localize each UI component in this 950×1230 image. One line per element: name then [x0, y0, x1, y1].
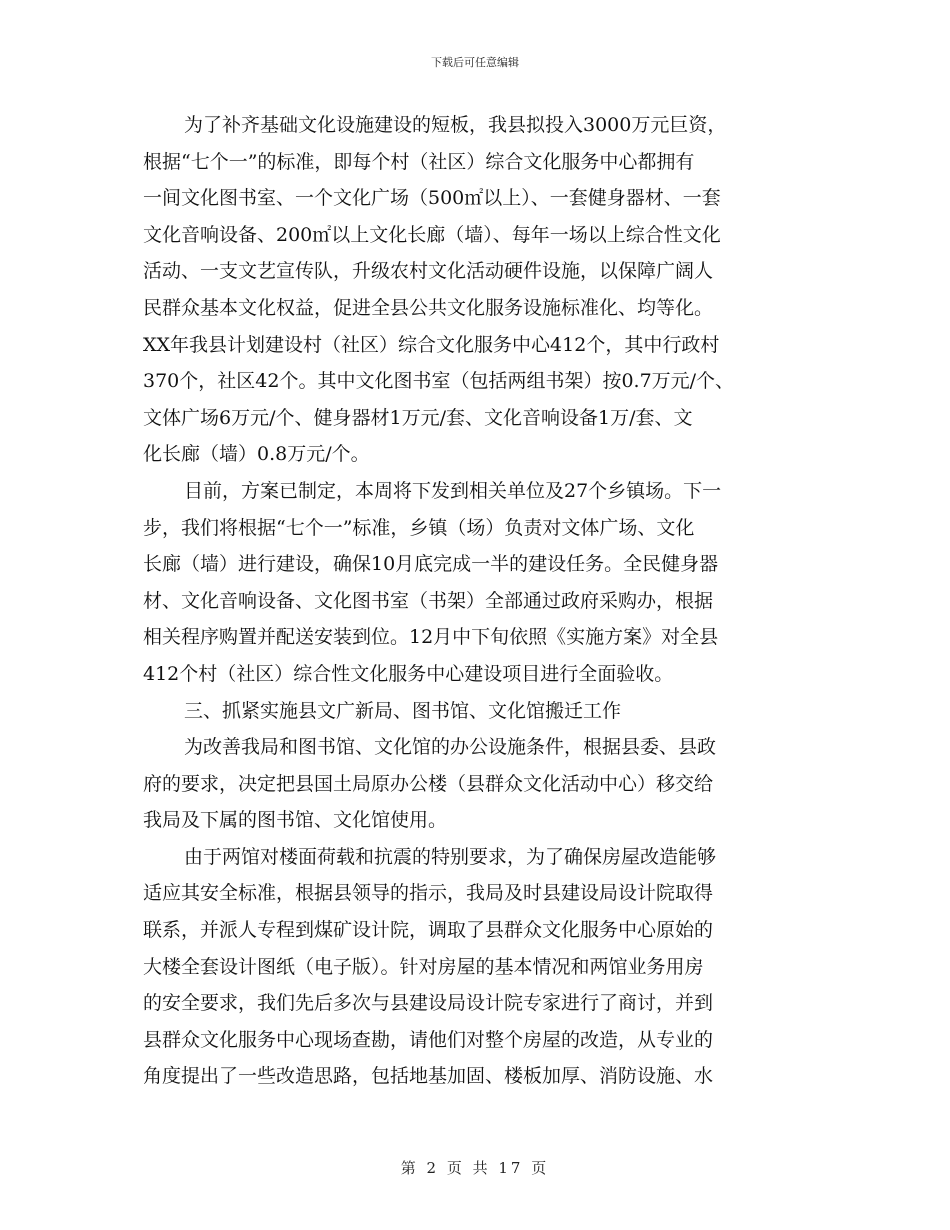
text-line: 我局及下属的图书馆、文化馆使用。	[143, 809, 448, 832]
document-body	[143, 107, 811, 1095]
text-line: 为了补齐基础文化设施建设的短板，我县拟投入3000万元巨资，	[184, 114, 727, 136]
text-line: 步，我们将根据“七个一”标准，乡镇（场）负责对文体广场、文化	[143, 516, 695, 539]
text-line: 材、文化音响设备、文化图书室（书架）全部通过政府采购办，根据	[143, 589, 714, 612]
text-line: 412个村（社区）综合性文化服务中心建设项目进行全面验收。	[143, 662, 674, 685]
text-line: 活动、一支文艺宣传队，升级农村文化活动硬件设施，以保障广阔人	[143, 260, 714, 283]
text-line: 府的要求，决定把县国土局原办公楼（县群众文化活动中心）移交给	[143, 772, 714, 795]
text-line: 联系，并派人专程到煤矿设计院，调取了县群众文化服务中心原始的	[143, 919, 714, 942]
text-line: 370个，社区42个。其中文化图书室（包括两组书架）按0.7万元/个、	[143, 370, 735, 393]
page-header: 下载后可任意编辑	[431, 56, 519, 69]
text-line: 文体广场6万元/个、健身器材1万元/套、文化音响设备1万/套、文	[143, 406, 693, 429]
text-line: 角度提出了一些改造思路，包括地基加固、楼板加厚、消防设施、水	[143, 1065, 714, 1088]
text-line: 民群众基本文化权益，促进全县公共文化服务设施标准化、均等化。	[143, 296, 714, 319]
text-line: 相关程序购置并配送安装到位。12月中下旬依照《实施方案》对全县	[143, 626, 719, 649]
text-line: 目前，方案已制定，本周将下发到相关单位及27个乡镇场。下一	[184, 479, 722, 502]
text-line: 长廊（墙）进行建设，确保10月底完成一半的建设任务。全民健身器	[143, 553, 719, 576]
text-line: 化长廊（墙）0.8万元/个。	[143, 443, 370, 466]
text-line: 适应其安全标准，根据县领导的指示，我局及时县建设局设计院取得	[143, 882, 714, 905]
page-footer: 第 2 页 共 17 页	[400, 1159, 550, 1177]
text-line: 由于两馆对楼面荷载和抗震的特别要求，为了确保房屋改造能够	[184, 845, 717, 868]
text-line: 为改善我局和图书馆、文化馆的办公设施条件，根据县委、县政	[184, 736, 717, 759]
text-line: 文化音响设备、200㎡以上文化长廊（墙）、每年一场以上综合性文化	[143, 223, 721, 246]
text-line: 县群众文化服务中心现场查勘，请他们对整个房屋的改造，从专业的	[143, 1028, 714, 1051]
text-line: 的安全要求，我们先后多次与县建设局设计院专家进行了商讨，并到	[143, 992, 714, 1015]
section-heading: 三、抓紧实施县文广新局、图书馆、文化馆搬迁工作	[184, 699, 622, 722]
text-line: 根据“七个一”的标准，即每个村（社区）综合文化服务中心都拥有	[143, 150, 695, 173]
text-line: 大楼全套设计图纸（电子版）。针对房屋的基本情况和两馆业务用房	[143, 955, 704, 978]
text-line: 一间文化图书室、一个文化广场（500㎡以上）、一套健身器材、一套	[143, 187, 721, 210]
text-line: XX年我县计划建设村（社区）综合文化服务中心412个，其中行政村	[143, 333, 720, 356]
